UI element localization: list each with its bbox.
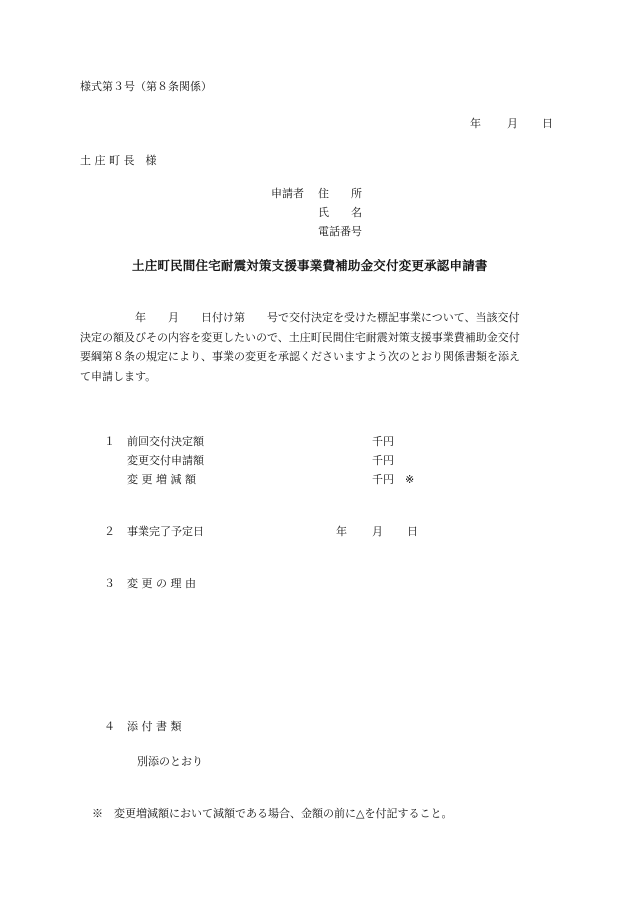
item1-row3-unit: 千円 <box>372 473 394 486</box>
item2-label: 事業完了予定日 <box>127 525 204 538</box>
item1-row2-unit: 千円 <box>372 454 394 467</box>
item3-number: ３ <box>104 577 115 590</box>
item4-label: 添 付 書 類 <box>127 720 182 733</box>
item1-number: １ <box>104 435 115 448</box>
item1-row3-label: 変 更 増 減 額 <box>127 473 196 486</box>
item2-month-label: 月 <box>372 525 383 538</box>
footnote: ※ 変更増減額において減額である場合、金額の前に△を付記すること。 <box>92 807 453 820</box>
item1-row1-unit: 千円 <box>372 435 394 448</box>
item1-row3-mark: ※ <box>405 473 415 486</box>
item4-content: 別添のとおり <box>137 755 203 768</box>
item3-label: 変 更 の 理 由 <box>127 577 196 590</box>
form-number: 様式第３号（第８条関係） <box>80 80 212 93</box>
applicant-phone-label: 電話番号 <box>318 225 362 238</box>
addressee: 土 庄 町 長 様 <box>80 154 157 167</box>
item4-number: ４ <box>104 720 115 733</box>
date-year-label: 年 <box>470 117 481 130</box>
item2-day-label: 日 <box>407 525 418 538</box>
item1-row1-label: 前回交付決定額 <box>127 435 204 448</box>
date-day-label: 日 <box>542 117 553 130</box>
item1-row2-label: 変更交付申請額 <box>127 454 204 467</box>
applicant-name-label: 氏 名 <box>318 206 362 219</box>
applicant-label: 申請者 <box>271 187 304 200</box>
item2-number: ２ <box>104 525 115 538</box>
date-month-label: 月 <box>507 117 518 130</box>
body-line-1: 年 月 日付け第 号で交付決定を受けた標記事業について、当該交付 <box>80 311 520 324</box>
applicant-address-label: 住 所 <box>318 187 362 200</box>
body-line-3: 要綱第８条の規定により、事業の変更を承認くださいますよう次のとおり関係書類を添え <box>80 350 520 363</box>
document-title: 土庄町民間住宅耐震対策支援事業費補助金交付変更承認申請書 <box>132 258 488 273</box>
body-paragraph <box>80 308 560 386</box>
body-line-2: 決定の額及びその内容を変更したいので、土庄町民間住宅耐震対策支援事業費補助金交付 <box>80 330 520 344</box>
body-line-4: て申請します。 <box>80 369 157 383</box>
item2-year-label: 年 <box>336 525 347 538</box>
